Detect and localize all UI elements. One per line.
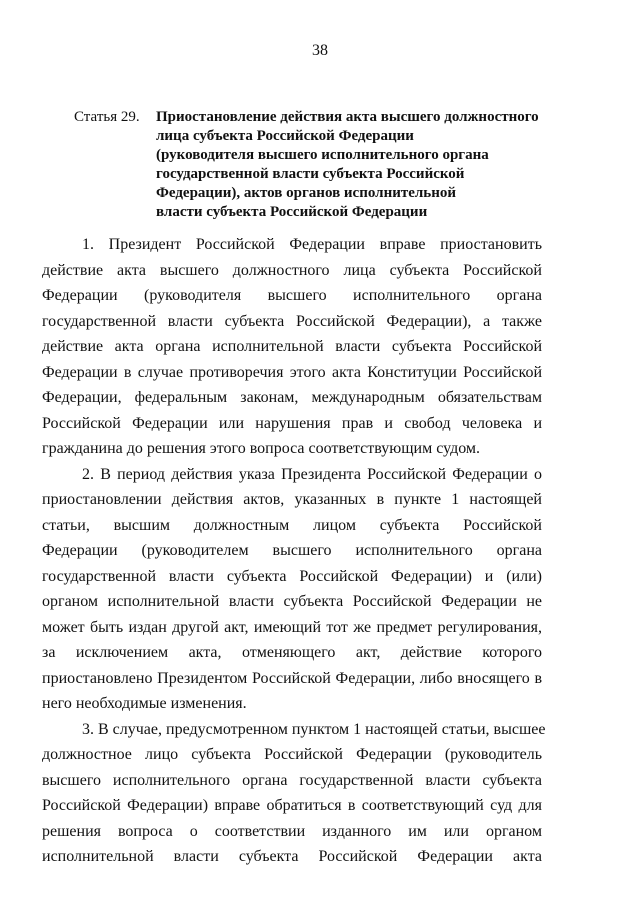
text-line: статьи, высшим должностным лицом субъекта Российской: [42, 516, 542, 534]
text-line: Федерации, федеральным законам, международным обязательствам: [42, 389, 542, 406]
text-line: должностное лицо субъекта Российской Федерации (руководитель: [42, 746, 542, 763]
article-label: Статья 29.: [74, 109, 140, 125]
text-line: Федерации в случае противоречия этого акта Конституции Российской: [42, 363, 542, 381]
page-number: 38: [312, 42, 328, 59]
text-line: Российской Федерации) вправе обратиться в соответствующий суд для: [42, 797, 542, 814]
text-line: Российской Федерации или нарушения прав и свобод человека и: [42, 414, 542, 432]
text-line: Федерации (руководителя высшего исполнительного органа: [42, 287, 542, 304]
text-line: органом исполнительной власти субъекта Российской Федерации не: [42, 593, 542, 610]
article-title-line: (руководителя высшего исполнительного органа: [156, 147, 489, 163]
text-line: за исключением акта, отменяющего акт, действие которого: [42, 644, 542, 661]
text-line: приостановлено Президентом Российской Федерации, либо вносящего в: [42, 669, 542, 687]
text-line: государственной власти субъекта Российской Федерации), а также: [42, 312, 542, 330]
article-body: [42, 232, 546, 870]
text-line: него необходимые изменения.: [42, 695, 247, 712]
article-title-line: Приостановление действия акта высшего должностного: [156, 109, 539, 125]
text-line: приостановлении действия актов, указанных в пункте 1 настоящей: [42, 491, 542, 508]
article-title-line: Федерации), актов органов исполнительной: [156, 185, 457, 201]
text-line: 2. В период действия указа Президента Российской Федерации о: [82, 465, 542, 483]
text-line: исполнительной власти субъекта Российской Федерации акта: [42, 848, 542, 865]
paragraph-3: [42, 717, 546, 870]
text-line: может быть издан другой акт, имеющий тот же предмет регулирования,: [42, 618, 542, 636]
article-title-line: государственной власти субъекта Российской: [156, 166, 465, 182]
article-title: [156, 108, 574, 222]
text-line: действие акта высшего должностного лица субъекта Российской: [42, 261, 542, 279]
article-title-line: власти субъекта Российской Федерации: [156, 204, 428, 220]
article-title-line: лица субъекта Российской Федерации: [156, 128, 414, 144]
paragraph-2: [42, 462, 542, 717]
text-line: Федерации (руководителем высшего исполнительного органа: [42, 542, 542, 559]
text-line: высшего исполнительного органа государственной власти субъекта: [42, 771, 542, 789]
text-line: государственной власти субъекта Российской Федерации) и (или): [42, 567, 542, 585]
paragraph-1: [42, 232, 542, 462]
text-line: 3. В случае, предусмотренном пунктом 1 настоящей статьи, высшее: [82, 720, 546, 738]
text-line: действие акта органа исполнительной власти субъекта Российской: [42, 338, 542, 355]
text-line: решения вопроса о соответствии изданного им или органом: [42, 822, 542, 840]
article-heading: [74, 108, 574, 222]
text-line: гражданина до решения этого вопроса соответствующим судом.: [42, 440, 481, 457]
text-line: 1. Президент Российской Федерации вправе приостановить: [82, 236, 542, 253]
